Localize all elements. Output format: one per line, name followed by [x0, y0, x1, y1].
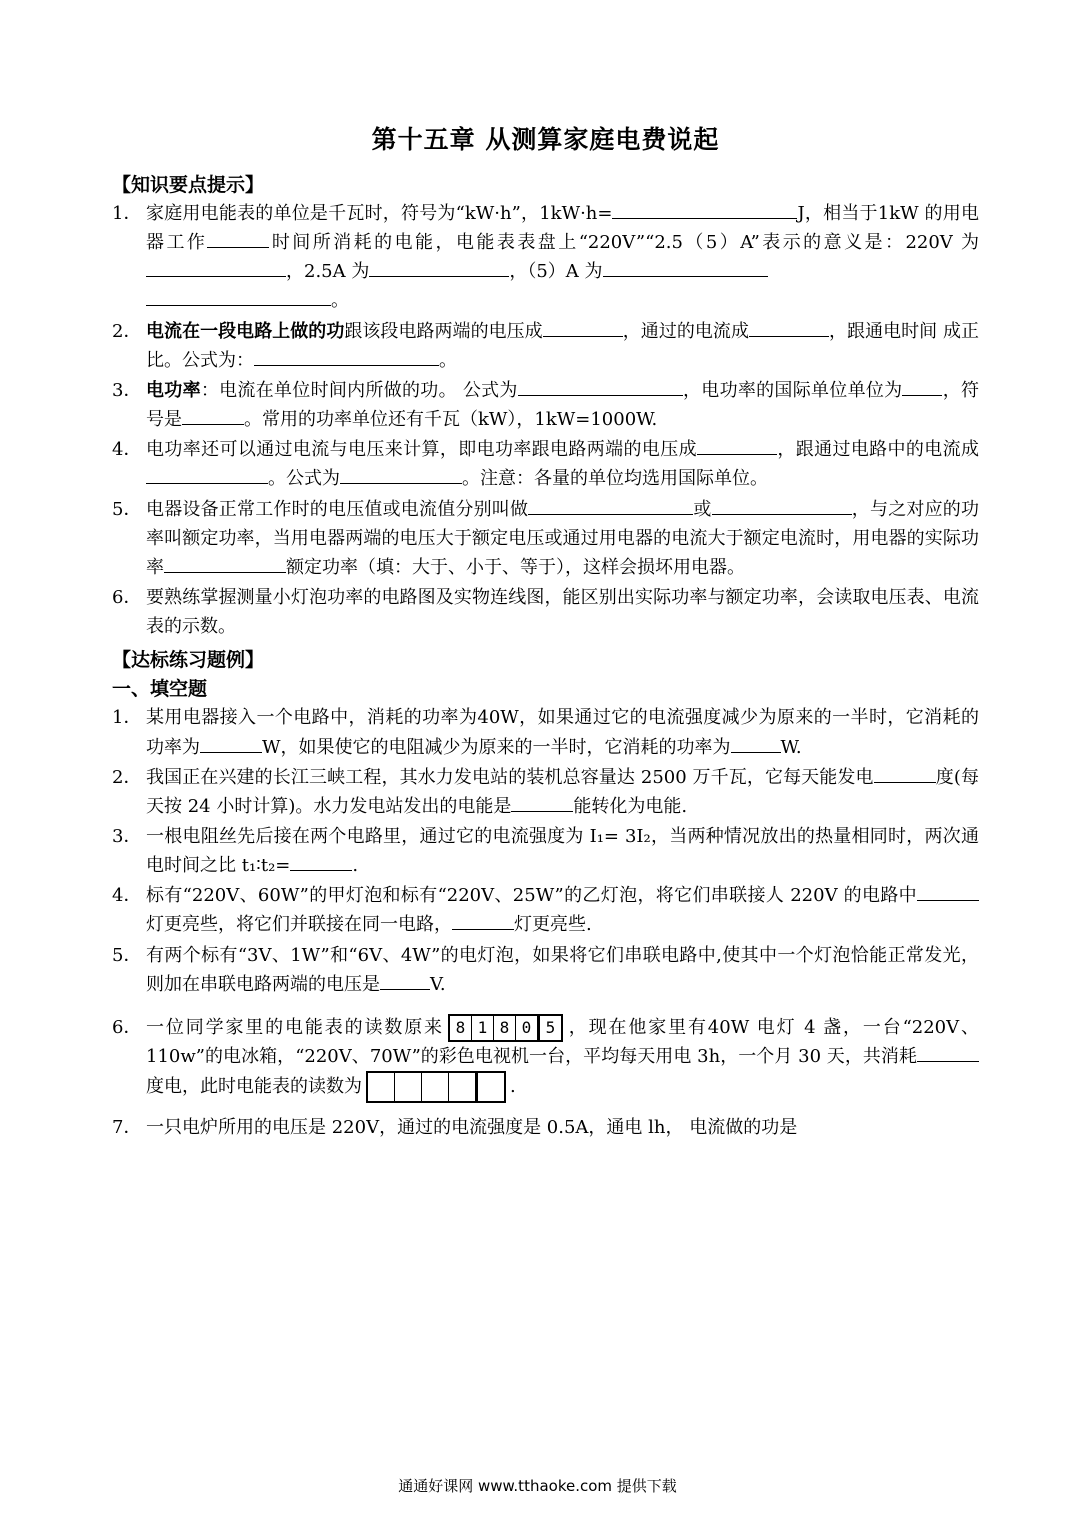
item-fragment: 或 — [693, 498, 712, 520]
blank-line — [543, 336, 623, 337]
item-number: 6． — [112, 1016, 142, 1038]
item-fragment: 有两个标有“3V、1W”和“6V、4W”的电灯泡，如果将它们串联电路中,使其中一个灯泡恰能正常发光，则加在串联电路两端的电压是 — [146, 944, 979, 995]
list-item — [112, 763, 979, 821]
item-text — [146, 763, 979, 821]
list-item — [112, 583, 979, 641]
item-fragment: ，与之对应的功率叫额定功率，当用电器两端的电压大于额定电压或通过用电器的电流大于额定电流时，用电器的实际功率 — [146, 498, 980, 578]
blank-line — [612, 218, 797, 219]
item-fragment: 家庭用电能表的单位是千瓦时，符号为“kW·h”，1kW·h= — [146, 203, 613, 224]
blank-line — [917, 1061, 979, 1062]
item-fragment: V. — [430, 973, 446, 995]
item-fragment: ，（5）A 为 — [509, 261, 603, 283]
item-fragment: 。公式为 — [268, 468, 340, 490]
blank-line — [146, 276, 286, 277]
meter-digit: 0 — [516, 1016, 538, 1040]
list-item — [112, 822, 979, 880]
blank-line — [254, 365, 439, 366]
list-item — [112, 317, 979, 375]
item-text — [146, 376, 979, 434]
item-number: 3． — [112, 379, 142, 401]
item-number: 4． — [112, 439, 142, 461]
list-item — [112, 376, 979, 434]
item-text: 一只电炉所用的电压是 220V，通过的电流强度是 0.5A，通电 lh， 电流做的功是 — [146, 1117, 798, 1139]
blank-line — [712, 514, 852, 515]
meter-cell — [368, 1073, 395, 1101]
blank-line — [917, 900, 979, 901]
item-fragment: 。常用的功率单位还有千瓦（kW），1kW=1000W. — [244, 409, 658, 431]
blank-line — [902, 395, 942, 396]
blank-line — [182, 424, 244, 425]
item-fragment: 我国正在兴建的长江三峡工程，其水力发电站的装机总容量达 2500 万千瓦，它每天能发电 — [146, 766, 874, 788]
blank-line — [452, 929, 514, 930]
item-fragment: 一根电阻丝先后接在两个电路里，通过它的电流强度为 I₁= 3I₂，当两种情况放出的热量相同时，两次通电时间之比 t₁∶t₂= — [146, 825, 979, 877]
blank-line — [200, 752, 262, 753]
blank-line — [603, 276, 768, 277]
item-fragment: ：电流在单位时间内所做的功。 公式为 — [200, 379, 518, 401]
meter-digit-decimal: 5 — [538, 1016, 561, 1040]
item-fragment: 时间所消耗的电能，电能表表盘上“220V”“2.5（5）A”表示的意义是：220V 为 — [269, 232, 979, 254]
item-fragment: . — [352, 855, 359, 877]
meter-digit: 1 — [472, 1016, 494, 1040]
item-fragment: 跟该段电路两端的电压成 — [344, 320, 543, 342]
item-fragment: 。 — [439, 349, 457, 371]
meter-cell — [395, 1073, 422, 1101]
item-fragment: ，通过的电流成 — [622, 320, 749, 342]
item-fragment: ，2.5A 为 — [286, 261, 370, 283]
item-text — [146, 495, 979, 582]
item-fragment: ，跟通电时间 成正比。公式为： — [146, 320, 979, 371]
item-fragment: 电功率还可以通过电流与电压来计算，即电功率跟电路两端的电压成 — [146, 439, 697, 461]
list-item — [112, 881, 979, 939]
item-number: 1． — [112, 707, 142, 729]
item-text — [146, 435, 979, 493]
item-number: 4． — [112, 885, 142, 907]
blank-line — [164, 572, 286, 573]
blank-line — [749, 336, 829, 337]
meter-digit: 8 — [450, 1016, 472, 1040]
page-title: 第十五章 从测算家庭电费说起 — [371, 125, 720, 154]
item-text — [146, 1013, 979, 1103]
item-fragment: 灯更亮些. — [514, 914, 592, 936]
blank-line — [290, 870, 352, 871]
item-text — [146, 703, 979, 761]
item-text: 要熟练掌握测量小灯泡功率的电路图及实物连线图，能区别出实际功率与额定功率，会读取电压表、电流表的示数。 — [146, 587, 979, 638]
item-fragment: . — [510, 1076, 516, 1098]
item-bold-lead: 电功率 — [146, 379, 201, 401]
blank-line — [146, 305, 331, 306]
item-fragment: 标有“220V、60W”的甲灯泡和标有“220V、25W”的乙灯泡，将它们串联接人 220V 的电路中 — [146, 885, 917, 907]
item-number: 5． — [112, 944, 142, 966]
item-fragment: J，相当于1kW 的用电器工作 — [146, 203, 979, 254]
knowledge-point-list — [112, 199, 979, 641]
item-text — [146, 881, 979, 939]
item-fragment: 能转化为电能. — [573, 795, 688, 817]
item-fragment: 。 — [331, 290, 349, 312]
item-text — [146, 822, 979, 880]
item-fragment: 电器设备正常工作时的电压值或电流值分别叫做 — [146, 498, 529, 520]
blank-line — [731, 752, 781, 753]
list-item — [112, 495, 979, 582]
item-number: 1． — [112, 203, 142, 224]
blank-line — [340, 483, 462, 484]
blank-line — [369, 276, 509, 277]
item-number: 2． — [112, 320, 142, 342]
item-fragment: 一位同学家里的电能表的读数原来 — [146, 1016, 444, 1038]
list-item — [112, 435, 979, 493]
fill-blank-heading: 一、填空题 — [112, 678, 208, 701]
blank-line — [380, 989, 430, 990]
list-item — [112, 941, 979, 999]
blank-line — [874, 782, 936, 783]
list-item — [112, 703, 979, 761]
list-item — [112, 199, 979, 316]
electricity-meter-blank — [366, 1071, 506, 1103]
item-number: 2． — [112, 766, 142, 788]
list-item — [112, 1013, 979, 1103]
blank-line — [518, 395, 683, 396]
item-number: 5． — [112, 498, 142, 520]
knowledge-section-heading: 【知识要点提示】 — [112, 174, 265, 196]
item-fragment: W. — [780, 736, 802, 758]
meter-cell — [422, 1073, 449, 1101]
item-fragment: ，电功率的国际单位单位为 — [682, 379, 903, 401]
meter-cell — [449, 1073, 476, 1101]
blank-line — [697, 454, 777, 455]
fill-blank-question-list — [112, 703, 979, 1142]
blank-line — [207, 247, 269, 248]
item-number: 3． — [112, 825, 142, 847]
electricity-meter-reading — [448, 1014, 563, 1042]
practice-section-heading: 【达标练习题例】 — [112, 649, 265, 672]
meter-cell-decimal — [476, 1073, 504, 1101]
item-fragment: 灯更亮些，将它们并联接在同一电路， — [146, 914, 452, 936]
item-fragment: 某用电器接入一个电路中，消耗的功率为40W，如果通过它的电流强度减少为原来的一半时，它消耗的功率为 — [146, 707, 979, 758]
item-fragment: W，如果使它的电阻减少为原来的一半时，它消耗的功率为 — [262, 736, 731, 758]
item-number: 7． — [112, 1117, 142, 1139]
blank-line — [528, 514, 693, 515]
item-text — [146, 199, 979, 316]
item-fragment: ，现在他家里有40W 电灯 4 盏，一台“220V、 110w”的电冰箱，“220V、70W”的彩色电视机一台，平均每天用电 3h，一个月 30 天，共消耗 — [146, 1016, 979, 1068]
item-fragment: 。注意：各量的单位均选用国际单位。 — [462, 468, 768, 490]
item-text — [146, 317, 979, 375]
item-number: 6． — [112, 587, 142, 609]
item-fragment: 度(每天按 24 小时计算)。水力发电站发出的电能是 — [146, 766, 979, 817]
item-fragment: ，跟通过电路中的电流成 — [776, 439, 980, 461]
item-text — [146, 941, 979, 999]
list-item — [112, 1113, 979, 1142]
item-fragment: 额定功率（填：大于、小于、等于），这样会损坏用电器。 — [286, 556, 745, 578]
blank-line — [511, 811, 573, 812]
item-bold-lead: 电流在一段电路上做的功 — [146, 320, 345, 342]
item-fragment: ，符号是 — [146, 379, 980, 431]
page-footer: 通通好课网 www.tthaoke.com 提供下载 — [398, 1477, 677, 1495]
blank-line — [146, 483, 268, 484]
meter-digit: 8 — [494, 1016, 516, 1040]
item-fragment: 度电，此时电能表的读数为 — [146, 1076, 362, 1098]
